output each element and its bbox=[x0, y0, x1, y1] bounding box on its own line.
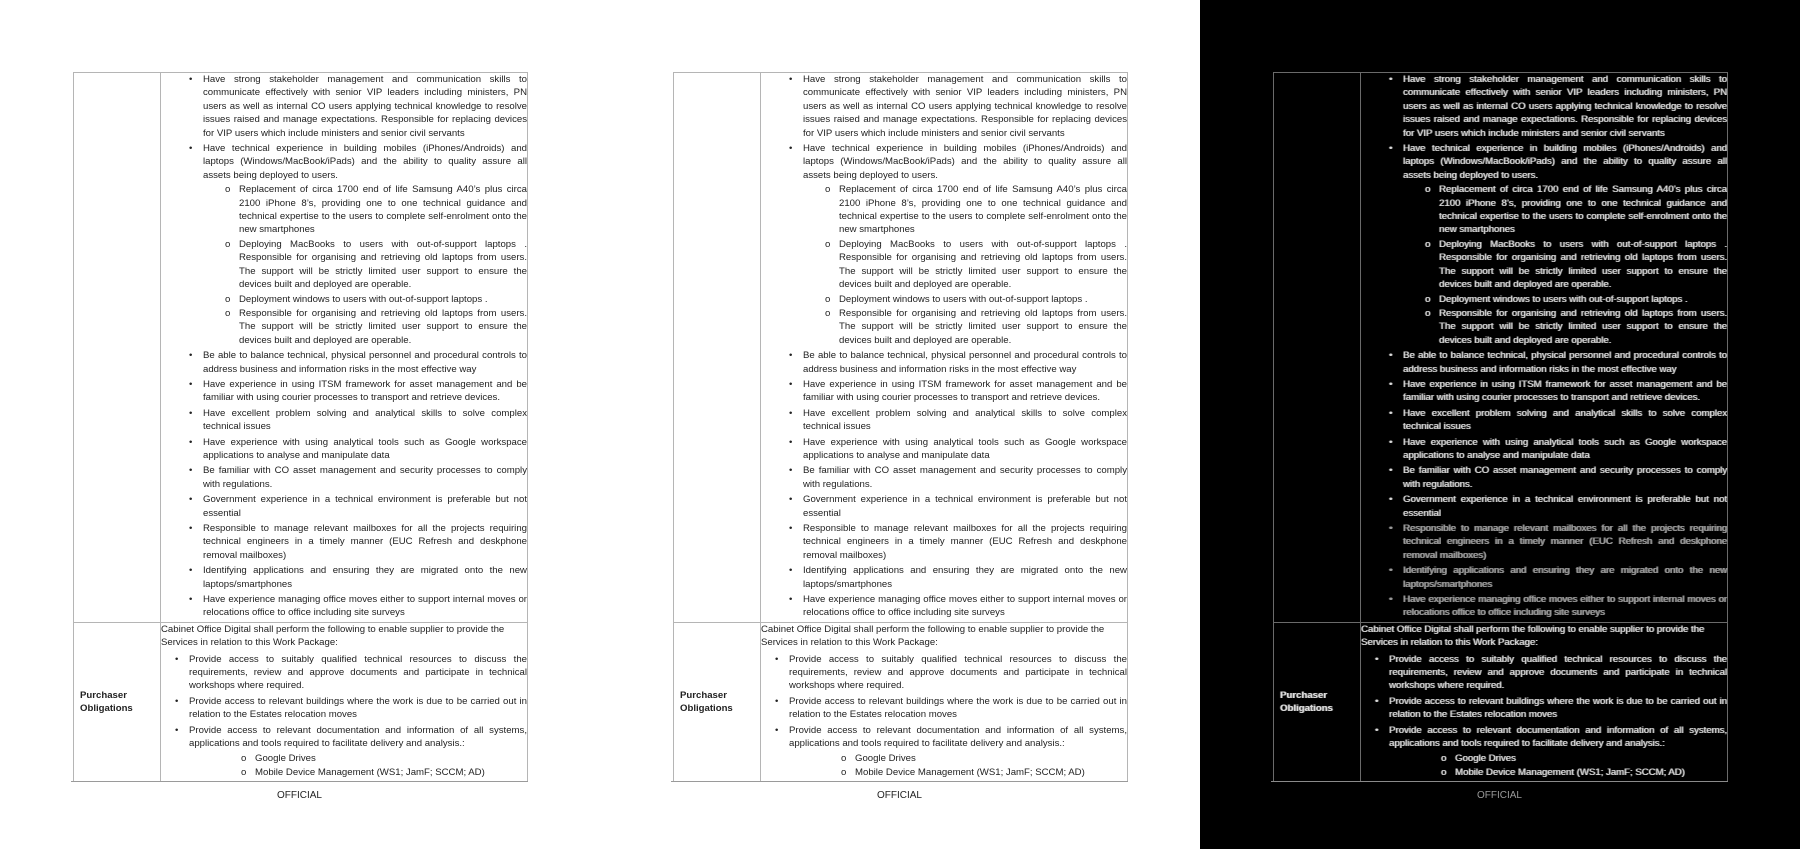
requirement-item: • Have technical experience in building mobiles (iPhones/Androids) and laptops (Windows/MacBook/iPads) and the ability to quality assure all assets being deployed to users. o Replacement of circa 1700 end of life Samsung A40’s plus circa 2100 iPhone 8’s, providing one to one technical guidance and technical expertise to the users to complete self-enrolment onto the new smartphones o Deploying MacBooks to users with out-of-support laptops . Responsible for organising and retrieving old laptops from users. The support will be strictly limited user support to ensure the devices built and deployed are operable. o Deployment windows to users with out-of-support laptops . o Responsible for organising and retrieving old laptops from users. The support will be strictly limited user support to ensure the devices built and deployed are operable. bbox=[1389, 142, 1727, 347]
requirement-item: • Be familiar with CO asset management and security processes to comply with regulations. bbox=[1389, 464, 1727, 491]
obligations-intro: Cabinet Office Digital shall perform the following to enable supplier to provide the Services in relation to this Work Package: bbox=[161, 623, 505, 649]
requirement-item: • Have experience with using analytical tools such as Google workspace applications to analyse and manipulate data bbox=[1389, 436, 1727, 463]
table-row bbox=[674, 73, 1128, 623]
requirement-item: • Identifying applications and ensuring they are migrated onto the new laptops/smartphones bbox=[189, 564, 527, 591]
obligations-intro: Cabinet Office Digital shall perform the following to enable supplier to provide the Services in relation to this Work Package: bbox=[1361, 623, 1705, 649]
footer-divider bbox=[1271, 781, 1728, 782]
sub-item: o Mobile Device Management (WS1; JamF; SCCM; AD) bbox=[1441, 766, 1727, 779]
requirement-item: • Responsible to manage relevant mailboxes for all the projects requiring technical engineers in a timely manner (EUC Refresh and deskphone removal mailboxes) bbox=[189, 522, 527, 562]
footer-divider bbox=[71, 781, 528, 782]
page-view-copy bbox=[600, 0, 1200, 849]
obligation-item: • Provide access to suitably qualified technical resources to discuss the requirements, review and approve documents and participate in technical workshops where required. bbox=[1375, 653, 1727, 693]
requirement-item: • Be familiar with CO asset management and security processes to comply with regulations. bbox=[789, 464, 1127, 491]
obligations-list bbox=[761, 653, 1127, 780]
requirement-item: • Have experience in using ITSM framework for asset management and be familiar with using courier processes to transport and retrieve devices. bbox=[789, 378, 1127, 405]
footer-classification: OFFICIAL bbox=[1476, 790, 1522, 801]
page-view-original bbox=[0, 0, 600, 849]
sub-item: o Deploying MacBooks to users with out-of-support laptops . Responsible for organising and retrieving old laptops from users. The support will be strictly limited user support to ensure the devices built and deployed are operable. bbox=[1425, 238, 1727, 292]
requirement-item: • Have excellent problem solving and analytical skills to solve complex technical issues bbox=[189, 407, 527, 434]
requirement-item: • Have experience managing office moves either to support internal moves or relocations office to office including site surveys bbox=[1389, 593, 1727, 620]
requirement-item: • Have experience in using ITSM framework for asset management and be familiar with using courier processes to transport and retrieve devices. bbox=[189, 378, 527, 405]
obligations-intro: Cabinet Office Digital shall perform the following to enable supplier to provide the Services in relation to this Work Package: bbox=[761, 623, 1105, 649]
requirement-item: • Have experience managing office moves either to support internal moves or relocations office to office including site surveys bbox=[789, 593, 1127, 620]
requirement-item: • Be able to balance technical, physical personnel and procedural controls to address business and information risks in the most effective way bbox=[789, 349, 1127, 376]
table-label-cell bbox=[1274, 73, 1361, 623]
requirements-list bbox=[1361, 73, 1727, 620]
sub-item: o Google Drives bbox=[1441, 752, 1727, 765]
table-row bbox=[1274, 622, 1728, 781]
requirement-item: • Be familiar with CO asset management and security processes to comply with regulations. bbox=[189, 464, 527, 491]
requirement-item: • Government experience in a technical environment is preferable but not essential bbox=[189, 493, 527, 520]
purchaser-obligations-label: Purchaser Obligations bbox=[1274, 622, 1361, 781]
requirement-item: • Government experience in a technical environment is preferable but not essential bbox=[1389, 493, 1727, 520]
obligation-item: • Provide access to suitably qualified technical resources to discuss the requirements, review and approve documents and participate in technical workshops where required. bbox=[175, 653, 527, 693]
obligations-cell bbox=[1361, 622, 1728, 781]
obligations-cell bbox=[761, 622, 1128, 781]
sub-item: o Deploying MacBooks to users with out-of-support laptops . Responsible for organising and retrieving old laptops from users. The support will be strictly limited user support to ensure the devices built and deployed are operable. bbox=[825, 238, 1127, 292]
sub-item: o Deployment windows to users with out-of-support laptops . bbox=[825, 293, 1127, 306]
requirement-item: • Have experience with using analytical tools such as Google workspace applications to analyse and manipulate data bbox=[789, 436, 1127, 463]
requirement-item: • Be able to balance technical, physical personnel and procedural controls to address business and information risks in the most effective way bbox=[1389, 349, 1727, 376]
footer-classification: OFFICIAL bbox=[876, 790, 922, 801]
requirements-list bbox=[761, 73, 1127, 620]
sub-item: o Deploying MacBooks to users with out-of-support laptops . Responsible for organising and retrieving old laptops from users. The support will be strictly limited user support to ensure the devices built and deployed are operable. bbox=[225, 238, 527, 292]
requirements-cell bbox=[761, 73, 1128, 623]
obligation-item: • Provide access to relevant buildings where the work is due to be carried out in relation to the Estates relocation moves bbox=[1375, 695, 1727, 722]
sub-item: o Responsible for organising and retrieving old laptops from users. The support will be strictly limited user support to ensure the devices built and deployed are operable. bbox=[1425, 307, 1727, 347]
obligation-item: • Provide access to relevant documentation and information of all systems, applications and tools required to facilitate delivery and analysis.: o Google Drives o Mobile Device Management (WS1; JamF; SCCM; AD) bbox=[775, 724, 1127, 780]
requirement-item: • Have technical experience in building mobiles (iPhones/Androids) and laptops (Windows/MacBook/iPads) and the ability to quality assure all assets being deployed to users. o Replacement of circa 1700 end of life Samsung A40’s plus circa 2100 iPhone 8’s, providing one to one technical guidance and technical expertise to the users to complete self-enrolment onto the new smartphones o Deploying MacBooks to users with out-of-support laptops . Responsible for organising and retrieving old laptops from users. The support will be strictly limited user support to ensure the devices built and deployed are operable. o Deployment windows to users with out-of-support laptops . o Responsible for organising and retrieving old laptops from users. The support will be strictly limited user support to ensure the devices built and deployed are operable. bbox=[789, 142, 1127, 347]
requirements-list bbox=[161, 73, 527, 620]
sub-list bbox=[189, 752, 527, 780]
requirement-item: • Identifying applications and ensuring they are migrated onto the new laptops/smartphones bbox=[789, 564, 1127, 591]
obligation-item: • Provide access to relevant documentation and information of all systems, applications and tools required to facilitate delivery and analysis.: o Google Drives o Mobile Device Management (WS1; JamF; SCCM; AD) bbox=[1375, 724, 1727, 780]
sub-item: o Mobile Device Management (WS1; JamF; SCCM; AD) bbox=[241, 766, 527, 779]
sub-item: o Replacement of circa 1700 end of life Samsung A40’s plus circa 2100 iPhone 8’s, providing one to one technical guidance and technical expertise to the users to complete self-enrolment onto the new smartphones bbox=[225, 183, 527, 237]
table-label-cell bbox=[674, 73, 761, 623]
requirement-item: • Identifying applications and ensuring they are migrated onto the new laptops/smartphones bbox=[1389, 564, 1727, 591]
requirement-item: • Have strong stakeholder management and communication skills to communicate effectively with senior VIP leaders including ministers, PN users as well as internal CO users applying technical knowledge to resolve issues raised and manage expectations. Responsible for replacing devices for VIP users which include ministers and senior civil servants bbox=[789, 73, 1127, 140]
sub-list bbox=[1389, 752, 1727, 780]
sub-item: o Mobile Device Management (WS1; JamF; SCCM; AD) bbox=[841, 766, 1127, 779]
sub-item: o Responsible for organising and retrieving old laptops from users. The support will be strictly limited user support to ensure the devices built and deployed are operable. bbox=[825, 307, 1127, 347]
requirement-item: • Have strong stakeholder management and communication skills to communicate effectively with senior VIP leaders including ministers, PN users as well as internal CO users applying technical knowledge to resolve issues raised and manage expectations. Responsible for replacing devices for VIP users which include ministers and senior civil servants bbox=[1389, 73, 1727, 140]
sub-list bbox=[203, 183, 527, 347]
requirements-table bbox=[673, 72, 1128, 782]
sub-item: o Replacement of circa 1700 end of life Samsung A40’s plus circa 2100 iPhone 8’s, providing one to one technical guidance and technical expertise to the users to complete self-enrolment onto the new smartphones bbox=[825, 183, 1127, 237]
requirements-table bbox=[73, 72, 528, 782]
page-view-inverted bbox=[1200, 0, 1800, 849]
sub-item: o Deployment windows to users with out-of-support laptops . bbox=[225, 293, 527, 306]
sub-list bbox=[1403, 183, 1727, 347]
table-row bbox=[674, 622, 1128, 781]
purchaser-obligations-label: Purchaser Obligations bbox=[74, 622, 161, 781]
table-row bbox=[74, 622, 528, 781]
requirement-item: • Government experience in a technical environment is preferable but not essential bbox=[789, 493, 1127, 520]
requirement-item: • Be able to balance technical, physical personnel and procedural controls to address business and information risks in the most effective way bbox=[189, 349, 527, 376]
requirement-item: • Have strong stakeholder management and communication skills to communicate effectively with senior VIP leaders including ministers, PN users as well as internal CO users applying technical knowledge to resolve issues raised and manage expectations. Responsible for replacing devices for VIP users which include ministers and senior civil servants bbox=[189, 73, 527, 140]
table-row bbox=[74, 73, 528, 623]
footer-divider bbox=[671, 781, 1128, 782]
obligation-item: • Provide access to relevant buildings where the work is due to be carried out in relation to the Estates relocation moves bbox=[175, 695, 527, 722]
obligations-list bbox=[161, 653, 527, 780]
obligations-list bbox=[1361, 653, 1727, 780]
table-label-cell bbox=[74, 73, 161, 623]
requirements-cell bbox=[1361, 73, 1728, 623]
obligation-item: • Provide access to relevant documentation and information of all systems, applications and tools required to facilitate delivery and analysis.: o Google Drives o Mobile Device Management (WS1; JamF; SCCM; AD) bbox=[175, 724, 527, 780]
sub-list bbox=[803, 183, 1127, 347]
requirement-item: • Responsible to manage relevant mailboxes for all the projects requiring technical engineers in a timely manner (EUC Refresh and deskphone removal mailboxes) bbox=[789, 522, 1127, 562]
obligations-cell bbox=[161, 622, 528, 781]
requirement-item: • Responsible to manage relevant mailboxes for all the projects requiring technical engineers in a timely manner (EUC Refresh and deskphone removal mailboxes) bbox=[1389, 522, 1727, 562]
requirement-item: • Have excellent problem solving and analytical skills to solve complex technical issues bbox=[1389, 407, 1727, 434]
sub-list bbox=[789, 752, 1127, 780]
requirements-table bbox=[1273, 72, 1728, 782]
table-row bbox=[1274, 73, 1728, 623]
requirement-item: • Have experience managing office moves either to support internal moves or relocations office to office including site surveys bbox=[189, 593, 527, 620]
requirements-cell bbox=[161, 73, 528, 623]
requirement-item: • Have experience with using analytical tools such as Google workspace applications to analyse and manipulate data bbox=[189, 436, 527, 463]
sub-item: o Google Drives bbox=[841, 752, 1127, 765]
sub-item: o Responsible for organising and retrieving old laptops from users. The support will be strictly limited user support to ensure the devices built and deployed are operable. bbox=[225, 307, 527, 347]
sub-item: o Google Drives bbox=[241, 752, 527, 765]
requirement-item: • Have technical experience in building mobiles (iPhones/Androids) and laptops (Windows/MacBook/iPads) and the ability to quality assure all assets being deployed to users. o Replacement of circa 1700 end of life Samsung A40’s plus circa 2100 iPhone 8’s, providing one to one technical guidance and technical expertise to the users to complete self-enrolment onto the new smartphones o Deploying MacBooks to users with out-of-support laptops . Responsible for organising and retrieving old laptops from users. The support will be strictly limited user support to ensure the devices built and deployed are operable. o Deployment windows to users with out-of-support laptops . o Responsible for organising and retrieving old laptops from users. The support will be strictly limited user support to ensure the devices built and deployed are operable. bbox=[189, 142, 527, 347]
footer-classification: OFFICIAL bbox=[276, 790, 322, 801]
obligation-item: • Provide access to suitably qualified technical resources to discuss the requirements, review and approve documents and participate in technical workshops where required. bbox=[775, 653, 1127, 693]
obligation-item: • Provide access to relevant buildings where the work is due to be carried out in relation to the Estates relocation moves bbox=[775, 695, 1127, 722]
sub-item: o Deployment windows to users with out-of-support laptops . bbox=[1425, 293, 1727, 306]
requirement-item: • Have experience in using ITSM framework for asset management and be familiar with using courier processes to transport and retrieve devices. bbox=[1389, 378, 1727, 405]
purchaser-obligations-label: Purchaser Obligations bbox=[674, 622, 761, 781]
requirement-item: • Have excellent problem solving and analytical skills to solve complex technical issues bbox=[789, 407, 1127, 434]
sub-item: o Replacement of circa 1700 end of life Samsung A40’s plus circa 2100 iPhone 8’s, providing one to one technical guidance and technical expertise to the users to complete self-enrolment onto the new smartphones bbox=[1425, 183, 1727, 237]
